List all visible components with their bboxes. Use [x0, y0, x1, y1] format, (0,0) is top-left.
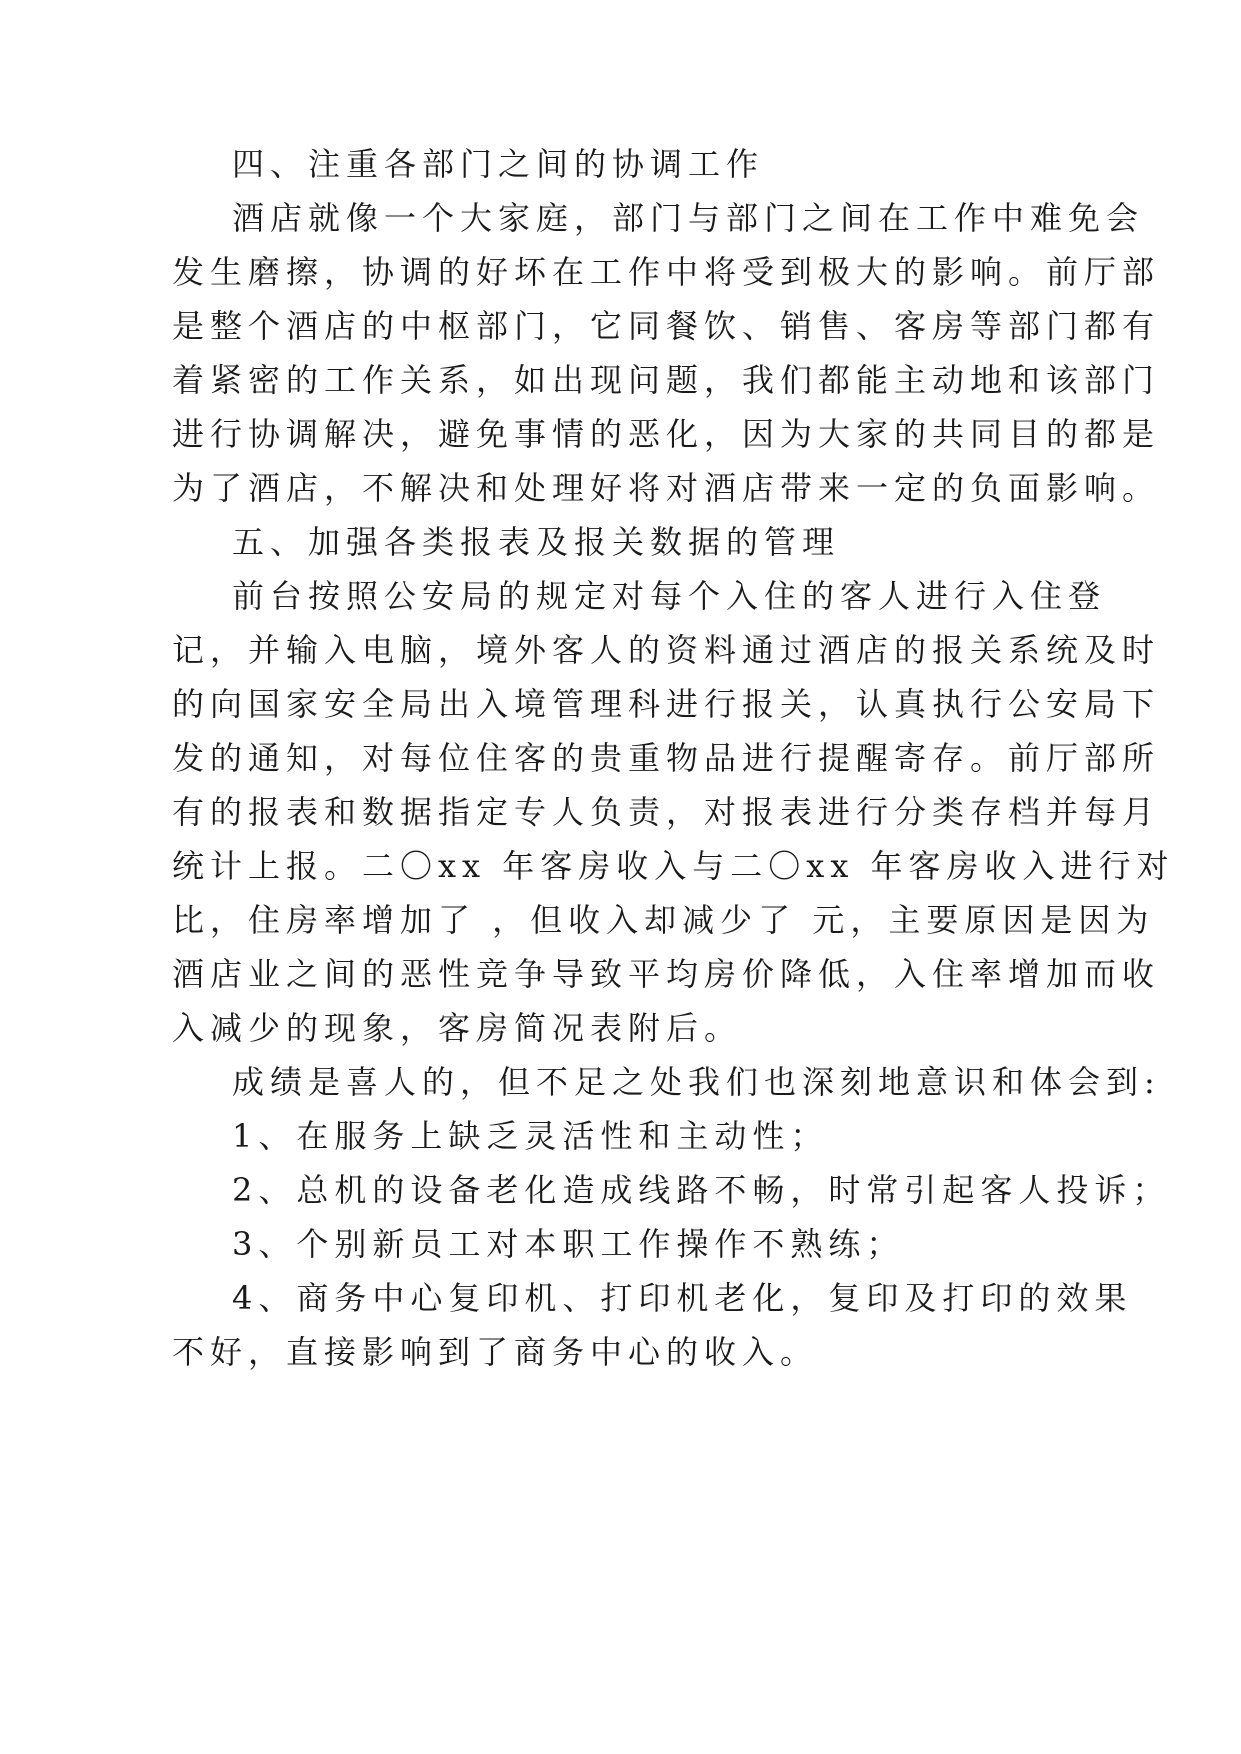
section-5-paragraph-line: 统计上报。二〇xx 年客房收入与二〇xx 年客房收入进行对	[172, 847, 1175, 885]
section-4-paragraph-line: 进行协调解决，避免事情的恶化，因为大家的共同目的都是	[172, 415, 1161, 453]
section-4-paragraph-line: 酒店就像一个大家庭，部门与部门之间在工作中难免会	[232, 199, 1145, 237]
section-5-paragraph-line: 比，住房率增加了 ，但收入却减少了 元，主要原因是因为	[172, 901, 1155, 939]
shortcoming-item: 4、商务中心复印机、打印机老化，复印及打印的效果	[232, 1279, 1133, 1317]
section-5-paragraph-line: 发的通知，对每位住客的贵重物品进行提醒寄存。前厅部所	[172, 739, 1161, 777]
section-5-paragraph-line: 酒店业之间的恶性竞争导致平均房价降低，入住率增加而收	[172, 955, 1161, 993]
shortcoming-item: 3、个别新员工对本职工作操作不熟练；	[232, 1225, 905, 1263]
section-4-heading: 四、注重各部门之间的协调工作	[232, 145, 765, 183]
section-4-paragraph-line: 发生磨擦，协调的好坏在工作中将受到极大的影响。前厅部	[172, 253, 1161, 291]
shortcoming-item-continued: 不好，直接影响到了商务中心的收入。	[172, 1333, 819, 1371]
section-5-paragraph-line: 入减少的现象，客房简况表附后。	[172, 1009, 743, 1047]
section-5-heading: 五、加强各类报表及报关数据的管理	[232, 523, 841, 561]
section-4-paragraph-line: 为了酒店，不解决和处理好将对酒店带来一定的负面影响。	[172, 469, 1161, 507]
section-5-paragraph-line: 有的报表和数据指定专人负责，对报表进行分类存档并每月	[172, 793, 1161, 831]
section-4-paragraph-line: 是整个酒店的中枢部门，它同餐饮、销售、客房等部门都有	[172, 307, 1161, 345]
shortcoming-item: 1、在服务上缺乏灵活性和主动性；	[232, 1117, 829, 1155]
shortcoming-item: 2、总机的设备老化造成线路不畅，时常引起客人投诉；	[232, 1171, 1171, 1209]
section-4-paragraph-line: 着紧密的工作关系，如出现问题，我们都能主动地和该部门	[172, 361, 1161, 399]
section-5-paragraph-line: 前台按照公安局的规定对每个入住的客人进行入住登	[232, 577, 1107, 615]
shortcomings-intro: 成绩是喜人的，但不足之处我们也深刻地意识和体会到:	[232, 1063, 1161, 1101]
section-5-paragraph-line: 的向国家安全局出入境管理科进行报关，认真执行公安局下	[172, 685, 1161, 723]
section-5-paragraph-line: 记，并输入电脑，境外客人的资料通过酒店的报关系统及时	[172, 631, 1161, 669]
